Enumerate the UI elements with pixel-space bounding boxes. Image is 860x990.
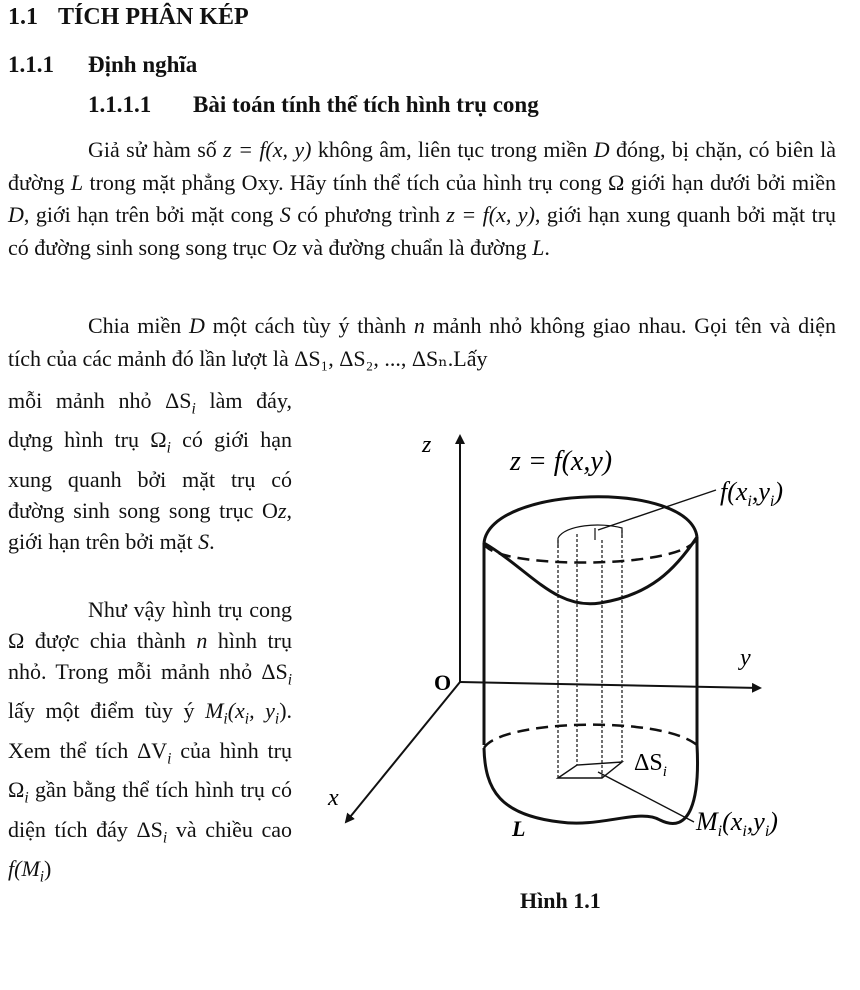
text: gần bằng thể tích hình trụ có diện tích đáy: [8, 777, 292, 842]
symbol: L: [532, 234, 545, 260]
symbol: D: [593, 137, 610, 162]
text: và chiều cao: [167, 816, 292, 842]
text: mảnh nhỏ không giao nhau. Gọi tên và diện tích của các mảnh đó lần lượt là: [8, 313, 836, 371]
subscript: i: [39, 868, 45, 886]
text: không âm, liên tục trong miền: [311, 137, 594, 162]
text: , giới hạn xung quanh bởi mặt trụ có đường sinh song song trục O: [8, 202, 837, 260]
text: có phương trình: [290, 202, 447, 227]
formula: z = f(x, y): [446, 202, 535, 227]
section-title: TÍCH PHÂN KÉP: [58, 4, 249, 30]
prism-top: [558, 525, 622, 548]
base-boundary-L: [484, 745, 698, 823]
text: một cách tùy ý thành: [204, 313, 414, 338]
text: của hình trụ: [171, 737, 292, 763]
side-paragraph-2: [8, 594, 292, 892]
subsubsection-title: Bài toán tính thể tích hình trụ cong: [193, 92, 539, 117]
paragraph-definition: [8, 134, 836, 264]
symbol: D: [189, 313, 205, 338]
top-ellipse-back: [484, 497, 697, 543]
text: mỗi mảnh nhỏ: [8, 388, 166, 413]
symbol: ΔS: [136, 816, 163, 842]
section-number: 1.1: [8, 4, 38, 30]
point-label: $M_i(x_i,y_i)$: [696, 807, 778, 840]
symbol: S: [198, 528, 210, 554]
symbol: Ω: [8, 777, 25, 803]
formula: ΔS₁, ΔS₂, ..., ΔSₙ: [294, 345, 448, 371]
text: . Xem thể tích: [8, 698, 293, 763]
subscript: i: [244, 710, 250, 728]
symbol: ΔV: [137, 737, 168, 763]
subsection-title: Định nghĩa: [88, 52, 198, 77]
subsubsection-heading: [88, 92, 539, 118]
symbol: ): [279, 698, 287, 724]
text: trong mặt phẳng Oxy. Hãy tính thể tích của hình trụ cong Ω giới hạn dưới bởi miền: [83, 169, 837, 195]
surface-label: z = f(x,y): [510, 446, 613, 477]
symbol: z: [277, 497, 287, 523]
text: .: [544, 234, 550, 260]
subscript: i: [191, 400, 196, 418]
text: , giới hạn trên bởi mặt cong: [23, 202, 280, 227]
text: làm đáy, dựng hình trụ: [8, 388, 292, 453]
text: lấy một điểm tùy ý: [8, 698, 206, 724]
section-heading: [8, 4, 249, 31]
figure-caption: Hình 1.1: [520, 888, 601, 913]
figure-cylinder: [320, 420, 840, 885]
paragraph-partition: [8, 310, 836, 375]
subsection-heading: [8, 52, 197, 78]
symbol: ΔS: [261, 659, 288, 684]
symbol: ): [44, 855, 52, 881]
prism-base: [558, 762, 622, 778]
symbol: n: [413, 313, 425, 338]
subscript: i: [274, 710, 280, 728]
height-label: $f(x_i,y_i)$: [720, 477, 784, 510]
subscript: i: [223, 710, 228, 728]
figure-svg: [320, 420, 840, 880]
text: Chia miền: [88, 313, 190, 338]
symbol: M: [205, 698, 224, 724]
surface-curve: [484, 537, 697, 604]
patch-label: $\Delta S_i$: [634, 750, 667, 780]
origin-label: O: [434, 670, 452, 695]
symbol: z: [288, 234, 297, 260]
base-back-dashed: [484, 725, 697, 748]
text: có giới hạn xung quanh bởi mặt trụ có đường sinh song song trục O: [8, 427, 292, 523]
text: .Lấy: [447, 345, 488, 371]
subscript: i: [287, 671, 292, 689]
symbol: S: [279, 202, 291, 227]
side-paragraph-1: [8, 385, 292, 557]
symbol: (x: [227, 698, 245, 724]
z-axis-label: z: [422, 432, 432, 458]
symbol: f(M: [8, 855, 40, 881]
subsection-number: 1.1.1: [8, 52, 54, 77]
boundary-label: L: [512, 816, 526, 841]
y-axis: [460, 682, 760, 688]
text: đóng, bị chặn, có biên là đường: [8, 137, 836, 195]
subscript: i: [24, 789, 29, 807]
top-ellipse-front: [484, 537, 697, 563]
text: hình trụ nhỏ. Trong mỗi mảnh nhỏ: [8, 628, 292, 684]
symbol: n: [196, 628, 208, 653]
text: Giả sử hàm số: [88, 137, 224, 162]
leader-point: [598, 772, 694, 822]
text: , giới hạn trên bởi mặt: [8, 497, 292, 554]
text: Như vậy hình trụ cong Ω được chia thành: [8, 597, 292, 653]
x-axis: [346, 682, 460, 822]
text: .: [209, 528, 215, 554]
symbol: D: [8, 202, 24, 227]
formula: z = f(x, y): [223, 137, 312, 162]
subscript: i: [162, 828, 168, 846]
text: và đường chuẩn là đường: [296, 234, 533, 260]
symbol: , y: [249, 698, 275, 724]
subscript: i: [166, 439, 171, 457]
x-axis-label: x: [328, 785, 339, 811]
y-axis-label: y: [740, 645, 751, 671]
subsubsection-number: 1.1.1.1: [88, 92, 152, 117]
symbol: Ω: [150, 427, 167, 453]
symbol: L: [70, 169, 84, 195]
subscript: i: [167, 750, 172, 768]
symbol: ΔS: [165, 388, 192, 413]
